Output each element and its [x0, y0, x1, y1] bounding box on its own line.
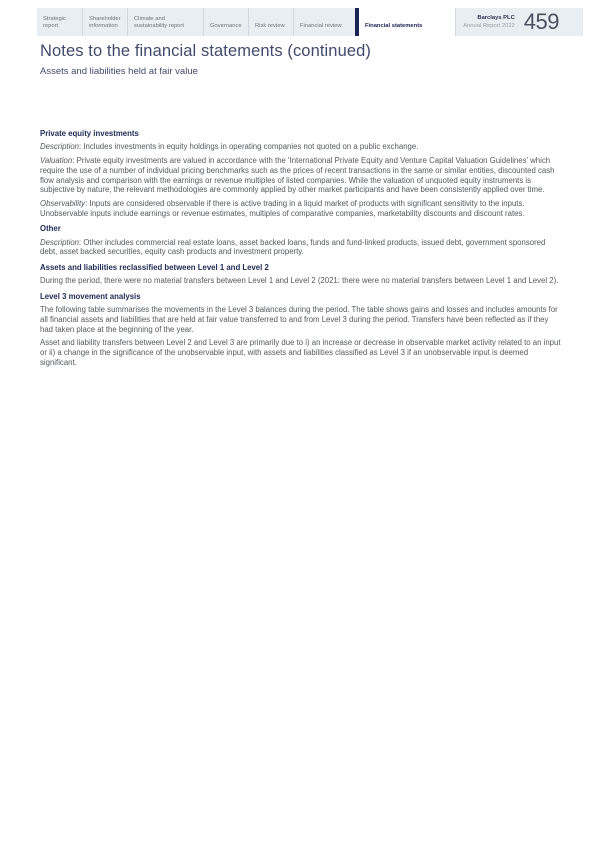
tab-risk-review[interactable] [248, 8, 293, 36]
report-name: Annual Report 2022 [463, 23, 515, 29]
header-nav-strip [37, 8, 583, 36]
paragraph-text: Asset and liability transfers between Level 2 and Level 3 are primarily due to i) an increase or decrease in observable market activity related to an input or ii) a change in the significance of the unobservable input, with assets and liabilities classified as Level 3 if an unobservable input is deemed significant. [40, 338, 561, 367]
tab-financial-statements[interactable] [355, 8, 455, 36]
tab-financial-review[interactable] [293, 8, 355, 36]
paragraph-text: During the period, there were no material transfers between Level 1 and Level 2 (2021: there were no material transfers between Level 1 and Level 2). [40, 276, 559, 286]
paragraph-lead: Description [40, 237, 79, 247]
paragraph [40, 142, 562, 152]
tab-label: Strategic report [43, 15, 66, 30]
paragraph-lead: Valuation [40, 155, 73, 165]
tab-label: Climate and sustainability report [134, 15, 184, 30]
paragraph-text: : Other includes commercial real estate loans, asset backed loans, funds and fund-linked products, issued debt, government sponsored debt, asset backed securities, equity cash products and investment property. [40, 237, 546, 257]
page-subtitle: Assets and liabilities held at fair value [40, 66, 198, 77]
sections [40, 129, 562, 368]
paragraph-text: : Private equity investments are valued in accordance with the 'International Private Equity and Venture Capital Valuation Guidelines' which require the use of a number of individual pricing benchmarks such as the prices of recent transactions in the same or similar entities, discounted cash flow analysis and comparison with the earnings or revenue multiples of listed companies. While the valuation of unquoted equity instruments is subjective by nature, the relevant methodologies are commonly applied by other market participants and have been consistently applied over time. [40, 155, 555, 195]
page-title: Notes to the financial statements (continued) [40, 42, 372, 60]
main-content [40, 42, 562, 368]
section-level-3-movement-analysis [40, 292, 562, 368]
paragraph [40, 305, 562, 335]
page-number: 459 [523, 8, 559, 34]
tab-label: Financial review [300, 23, 342, 30]
tab-label: Governance [210, 23, 242, 30]
paragraph-text: The following table summarises the movements in the Level 3 balances during the period. The table shows gains and losses and includes amounts for all financial assets and liabilities that are held at fair value transferred to and from Level 3 during the period. Transfers have been reflected as if they had taken place at the beginning of the year. [40, 304, 558, 334]
section-heading: Other [40, 224, 61, 234]
paragraph [40, 276, 562, 286]
section-other [40, 224, 562, 257]
section-heading: Assets and liabilities reclassified between Level 1 and Level 2 [40, 262, 269, 272]
paragraph-lead: Observability [40, 198, 86, 208]
section-heading: Level 3 movement analysis [40, 291, 141, 301]
tab-label: Financial statements [365, 23, 423, 30]
tab-shareholder-information[interactable] [82, 8, 127, 36]
brand-block [463, 14, 515, 30]
paragraph-lead: Description [40, 142, 79, 152]
tab-climate-and-sustainability-report[interactable] [127, 8, 203, 36]
paragraph-text: : Inputs are considered observable if there is active trading in a liquid market of products with significant sensitivity to the inputs. Unobservable inputs include earnings or revenue estimates, multiples of comparative companies, marketability discounts and discount rates. [40, 198, 525, 218]
tab-label: Shareholder information [89, 15, 121, 30]
section-heading: Private equity investments [40, 129, 139, 138]
paragraph [40, 156, 562, 196]
tab-strategic-report[interactable] [37, 8, 82, 36]
paragraph [40, 238, 562, 258]
section-private-equity-investments [40, 129, 562, 219]
paragraph-text: : Includes investments in equity holdings in operating companies not quoted on a public exchange. [79, 142, 419, 152]
brand-name: Barclays PLC [477, 14, 515, 21]
paragraph [40, 199, 562, 219]
paragraph [40, 338, 562, 368]
header-brand-area [455, 8, 583, 36]
tab-label: Risk review [255, 23, 285, 30]
tab-governance[interactable] [203, 8, 248, 36]
section-reclassified-level-1-and-2 [40, 263, 562, 286]
